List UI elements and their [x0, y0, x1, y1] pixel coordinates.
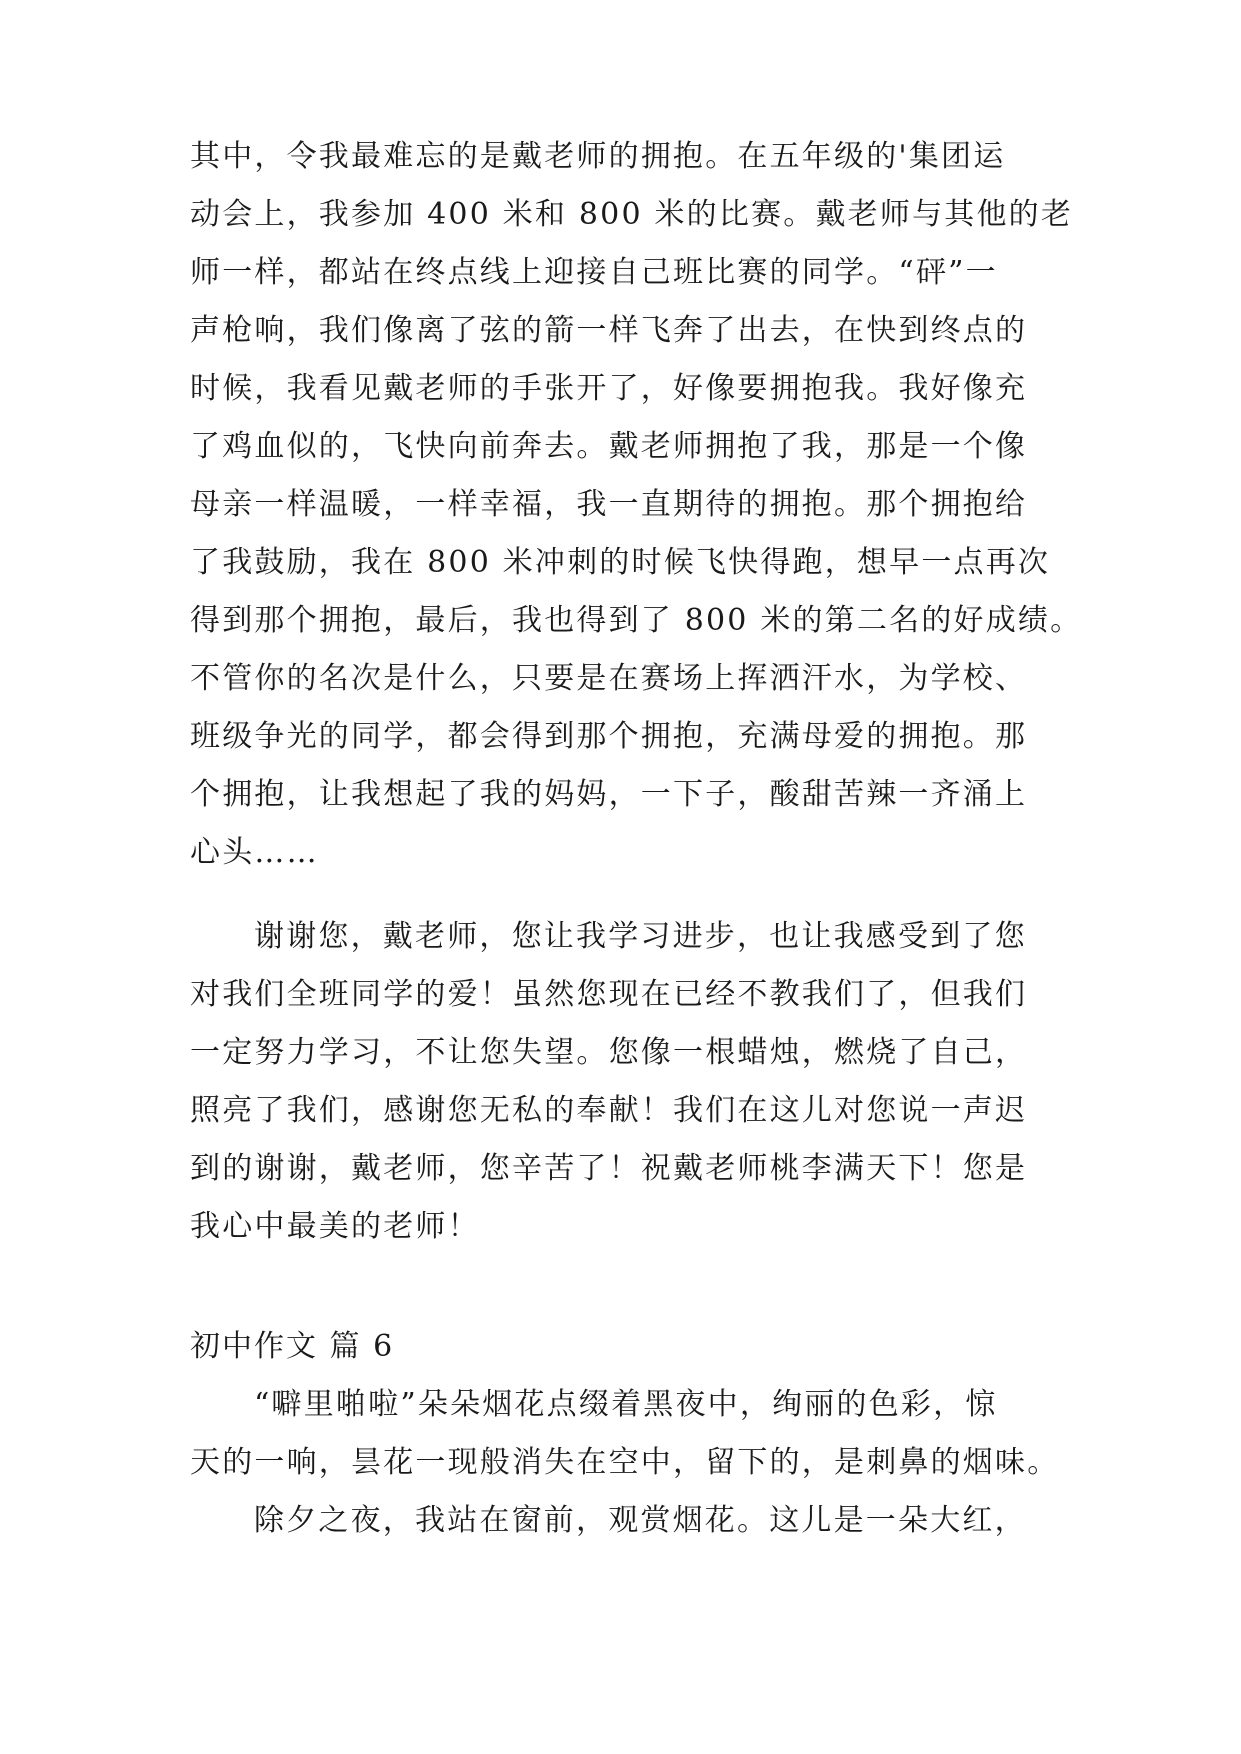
section-heading: 初中作文 篇 6 [190, 1329, 395, 1364]
text-line: 到的谢谢，戴老师，您辛苦了！祝戴老师桃李满天下！您是 [190, 1151, 1028, 1186]
paragraph-hug-memory [190, 128, 1083, 882]
text-line: 动会上，我参加 400 米和 800 米的比赛。戴老师与其他的老 [190, 197, 1074, 232]
text-line: 了我鼓励，我在 800 米冲刺的时候飞快得跑，想早一点再次 [190, 545, 1051, 580]
paragraph-fireworks [190, 1376, 1070, 1550]
text-line: 声枪响，我们像离了弦的箭一样飞奔了出去，在快到终点的 [190, 313, 1028, 348]
text-line: 照亮了我们，感谢您无私的奉献！我们在这儿对您说一声迟 [190, 1093, 1028, 1128]
text-line: 不管你的名次是什么，只要是在赛场上挥洒汗水，为学校、 [190, 661, 1028, 696]
text-line: 母亲一样温暖，一样幸福，我一直期待的拥抱。那个拥抱给 [190, 487, 1028, 522]
text-line: 谢谢您，戴老师，您让我学习进步，也让我感受到了您 [254, 919, 1027, 954]
text-line: 时候，我看见戴老师的手张开了，好像要拥抱我。我好像充 [190, 371, 1028, 406]
text-line: “噼里啪啦”朵朵烟花点缀着黑夜中，绚丽的色彩，惊 [254, 1387, 998, 1422]
text-line: 班级争光的同学，都会得到那个拥抱，充满母爱的拥抱。那 [190, 719, 1028, 754]
text-line: 了鸡血似的，飞快向前奔去。戴老师拥抱了我，那是一个像 [190, 429, 1028, 464]
paragraph-thanks [190, 908, 1070, 1256]
text-line: 心头…… [190, 835, 319, 870]
text-line: 其中，令我最难忘的是戴老师的拥抱。在五年级的'集团运 [190, 139, 1006, 174]
text-line: 个拥抱，让我想起了我的妈妈，一下子，酸甜苦辣一齐涌上 [190, 777, 1028, 812]
text-line: 一定努力学习，不让您失望。您像一根蜡烛，燃烧了自己， [190, 1035, 1028, 1070]
text-line: 得到那个拥抱，最后，我也得到了 800 米的第二名的好成绩。 [190, 603, 1083, 638]
text-line: 除夕之夜，我站在窗前，观赏烟花。这儿是一朵大红， [254, 1503, 1027, 1538]
text-line: 我心中最美的老师！ [190, 1209, 480, 1244]
text-line: 师一样，都站在终点线上迎接自己班比赛的同学。“砰”一 [190, 255, 998, 290]
text-line: 对我们全班同学的爱！虽然您现在已经不教我们了，但我们 [190, 977, 1028, 1012]
text-line: 天的一响，昙花一现般消失在空中，留下的，是刺鼻的烟味。 [190, 1445, 1060, 1480]
